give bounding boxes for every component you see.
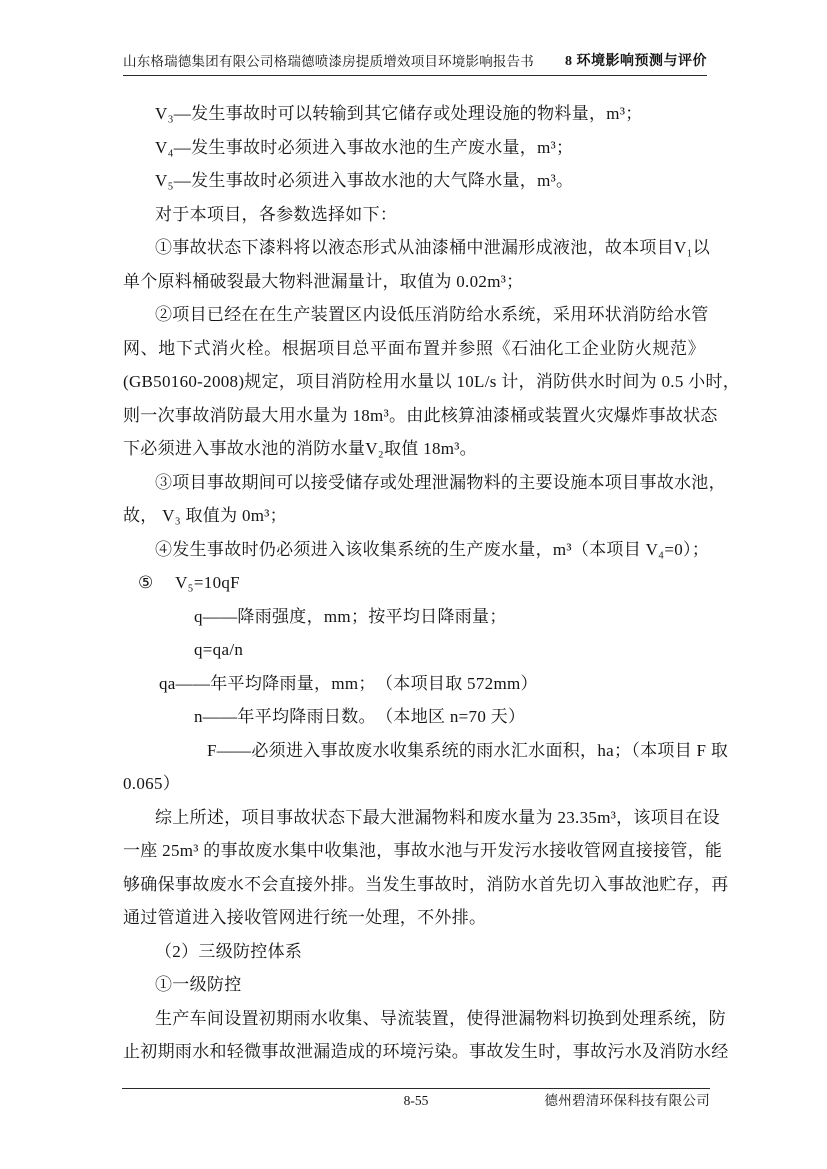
- text-line: 综上所述，项目事故状态下最大泄漏物料和废水量为 23.35m³，该项目在设: [155, 807, 720, 827]
- text-line: 一座 25m³ 的事故废水集中收集池，事故水池与开发污水接收管网直接接管，能: [123, 841, 723, 860]
- text-line: 网、地下式消火栓。根据项目总平面布置并参照《石油化工企业防火规范》: [123, 338, 705, 358]
- page-number: 8-55: [403, 1093, 429, 1108]
- text-line: (GB50160-2008)规定，项目消防栓用水量以 10L/s 计，消防供水时间为 0.5 小时，: [123, 372, 741, 391]
- text-line: 通过管道进入接收管网进行统一处理，不外排。: [123, 908, 487, 927]
- report-title: 山东格瑞德集团有限公司格瑞德喷漆房提质增效项目环境影响报告书: [123, 54, 534, 69]
- text-line: ③项目事故期间可以接受储存或处理泄漏物料的主要设施本项目事故水池，: [155, 472, 726, 492]
- text-line: 0.065）: [123, 774, 181, 793]
- text-line: 对于本项目，各参数选择如下：: [155, 204, 398, 224]
- chapter-title: 8 环境影响预测与评价: [565, 54, 707, 69]
- text-line: q=qa/n: [194, 640, 244, 659]
- text-line: 生产车间设置初期雨水收集、导流装置，使得泄漏物料切换到处理系统，防: [155, 1008, 726, 1028]
- text-line: 下必须进入事故水池的消防水量V₂取值 18m³。: [123, 439, 477, 458]
- text-line: 则一次事故消防最大用水量为 18m³。由此核算油漆桶或装置火灾爆炸事故状态: [123, 405, 718, 425]
- page-header: [123, 50, 707, 76]
- text-line: ②项目已经在在生产装置区内设低压消防给水系统，采用环状消防给水管: [155, 305, 709, 324]
- footer-row: [122, 1090, 710, 1112]
- text-line: qa——年平均降雨量，mm； （本项目取 572mm）: [159, 673, 538, 693]
- text-line: n——年平均降雨日数。 （本地区 n=70 天）: [194, 707, 526, 726]
- text-line: 够确保事故废水不会直接外排。当发生事故时，消防水首先切入事故池贮存，再: [123, 874, 729, 894]
- page-footer: [122, 1088, 710, 1112]
- text-line: 故， V₃ 取值为 0m³；: [123, 506, 287, 525]
- text-line: 止初期雨水和轻微事故泄漏造成的环境污染。事故发生时，事故污水及消防水经: [123, 1042, 729, 1061]
- body-content: [123, 97, 741, 1069]
- text-line: ①事故状态下漆料将以液态形式从油漆桶中泄漏形成液池，故本项目V₁以: [155, 238, 711, 257]
- text-line: F——必须进入事故废水收集系统的雨水汇水面积，ha；（本项目 F 取: [207, 740, 729, 760]
- footer-company: 德州碧清环保科技有限公司: [544, 1093, 710, 1108]
- text-line: V₃—发生事故时可以转输到其它储存或处理设施的物料量，m³；: [155, 104, 643, 123]
- text-line: ⑤ V₅=10qF: [138, 573, 240, 592]
- text-line: V₅—发生事故时必须进入事故水池的大气降水量，m³。: [155, 171, 574, 190]
- text-line: q——降雨强度，mm；按平均日降雨量；: [194, 606, 507, 626]
- text-line: V₄—发生事故时必须进入事故水池的生产废水量，m³；: [155, 137, 574, 157]
- text-line: ①一级防控: [155, 975, 242, 994]
- text-line: ④发生事故时仍必须进入该收集系统的生产废水量，m³（本项目 V₄=0）；: [155, 539, 710, 559]
- text-line: （2）三级防控体系: [155, 941, 303, 961]
- text-line: 单个原料桶破裂最大物料泄漏量计，取值为 0.02m³；: [123, 271, 524, 291]
